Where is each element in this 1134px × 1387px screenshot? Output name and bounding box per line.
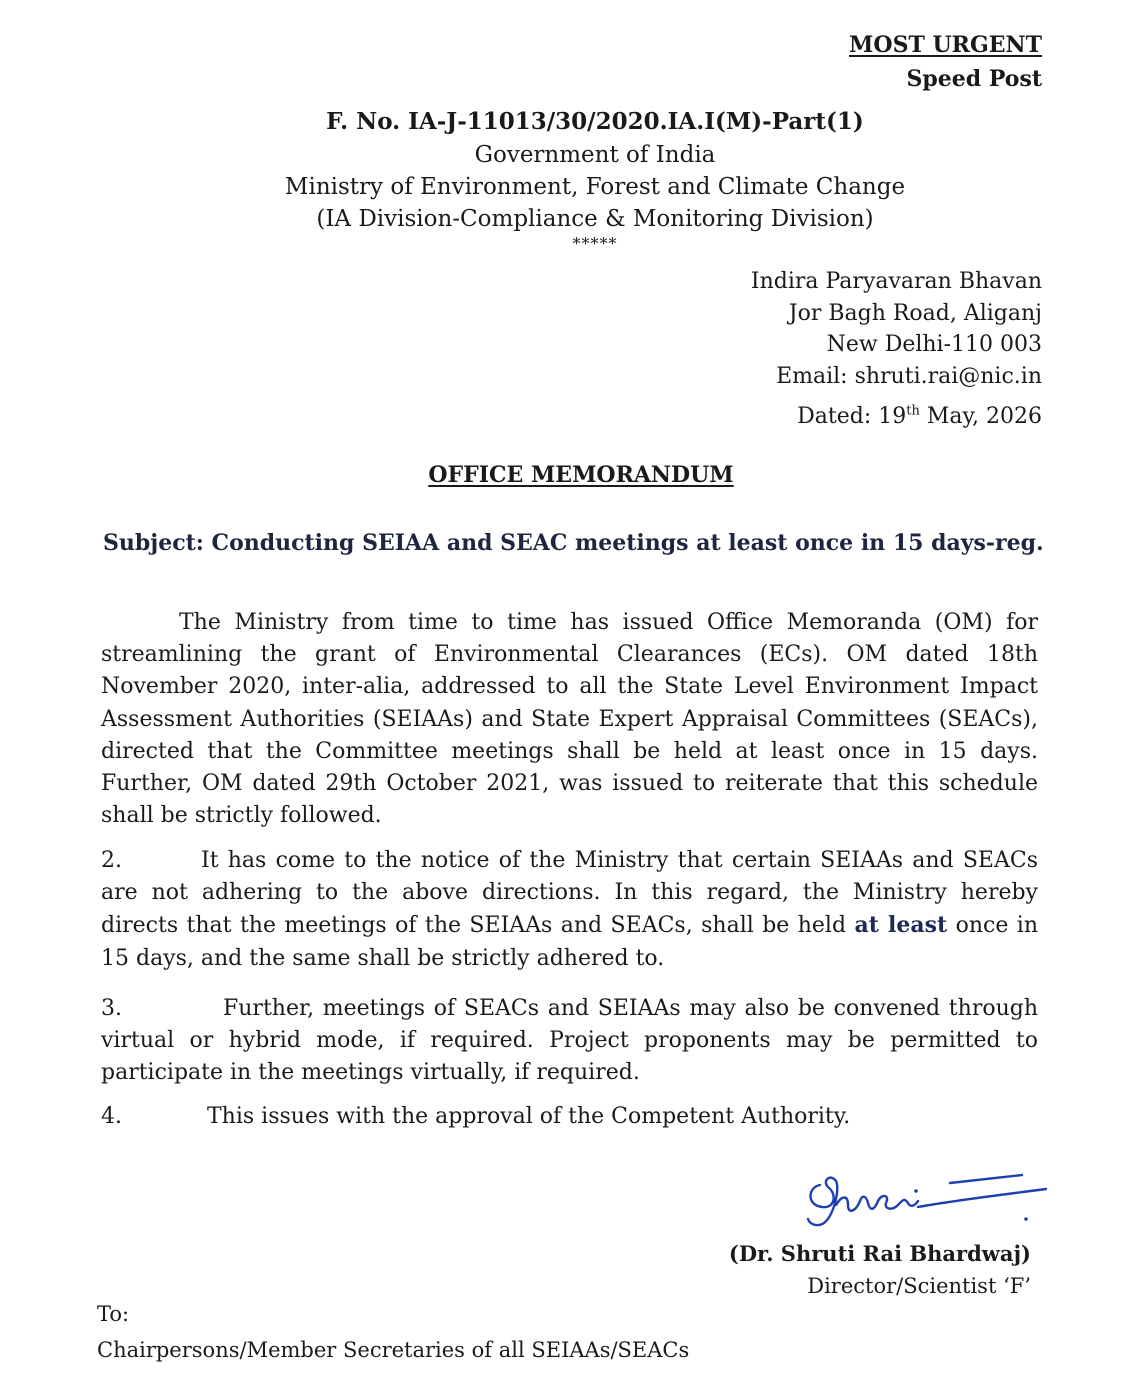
- office-address: [751, 266, 1042, 392]
- address-line-2: Jor Bagh Road, Aliganj: [788, 300, 1042, 326]
- paragraph-number: 3.: [101, 996, 122, 1021]
- header-separator: *****: [572, 234, 618, 253]
- dispatch-mode: Speed Post: [906, 66, 1042, 92]
- paragraph-3: [101, 993, 1038, 1090]
- ministry-line: Ministry of Environment, Forest and Climate Change: [284, 174, 906, 200]
- handwritten-signature: [800, 1155, 1060, 1235]
- paragraph-number: 2.: [101, 848, 122, 873]
- address-line-1: Indira Paryavaran Bhavan: [750, 269, 1042, 294]
- date-rest: May, 2026: [919, 404, 1042, 429]
- paragraph-text: It has come to the notice of the Ministry that certain SEIAAs and SEACs are not adhering to the above directions. In this regard, the Ministry hereby directs that the meetings of the SEIAAs and SEACs, shall be held: [101, 848, 1038, 939]
- paragraph-text: This issues with the approval of the Competent Authority.: [207, 1104, 851, 1129]
- paragraph-2: [101, 845, 1038, 975]
- division-line: (IA Division-Compliance & Monitoring Division): [316, 206, 874, 232]
- signatory-name: (Dr. Shruti Rai Bhardwaj): [728, 1241, 1031, 1266]
- recipients-label: To:: [97, 1302, 130, 1326]
- memo-title: OFFICE MEMORANDUM: [428, 462, 734, 488]
- emphasis-text: at least: [854, 912, 948, 939]
- date-ordinal: th: [906, 403, 920, 419]
- paragraph-1: The Ministry from time to time has issued Office Memoranda (OM) for streamlining the grant of Environmental Clearances (ECs). OM dated 18th November 2020, inter-alia, addressed to all the State Level Environment Impact Assessment Authorities (SEIAAs) and State Expert Appraisal Committees (SEACs), directed that the Committee meetings shall be held at least once in 15 days. Further, OM dated 29th October 2021, was issued to reiterate that this schedule shall be strictly followed.: [101, 610, 1038, 829]
- recipients-list: Chairpersons/Member Secretaries of all SEIAAs/SEACs: [97, 1338, 690, 1362]
- signatory-designation: Director/Scientist ‘F’: [807, 1274, 1031, 1298]
- paragraph-number: 4.: [101, 1104, 122, 1129]
- urgency-marking: MOST URGENT: [849, 32, 1042, 58]
- date-prefix: Dated: 19: [797, 404, 907, 429]
- address-line-3: New Delhi-110 003: [826, 332, 1042, 357]
- government-line: Government of India: [474, 142, 716, 168]
- letterhead: [0, 139, 1134, 235]
- email-line: Email: shruti.rai@nic.in: [776, 363, 1042, 389]
- paragraph-text: once in 15 days, and the same shall be strictly adhered to.: [101, 913, 1038, 971]
- file-number: F. No. IA-J-11013/30/2020.IA.I(M)-Part(1): [326, 108, 864, 135]
- memo-date: [797, 404, 1042, 429]
- memo-subject: Subject: Conducting SEIAA and SEAC meetings at least once in 15 days-reg.: [103, 530, 1044, 556]
- paragraph-text: Further, meetings of SEACs and SEIAAs may also be convened through virtual or hybrid mode, if required. Project proponents may be permitted to participate in the meetings virtually, if required.: [101, 996, 1038, 1086]
- paragraph-4: [101, 1101, 1038, 1133]
